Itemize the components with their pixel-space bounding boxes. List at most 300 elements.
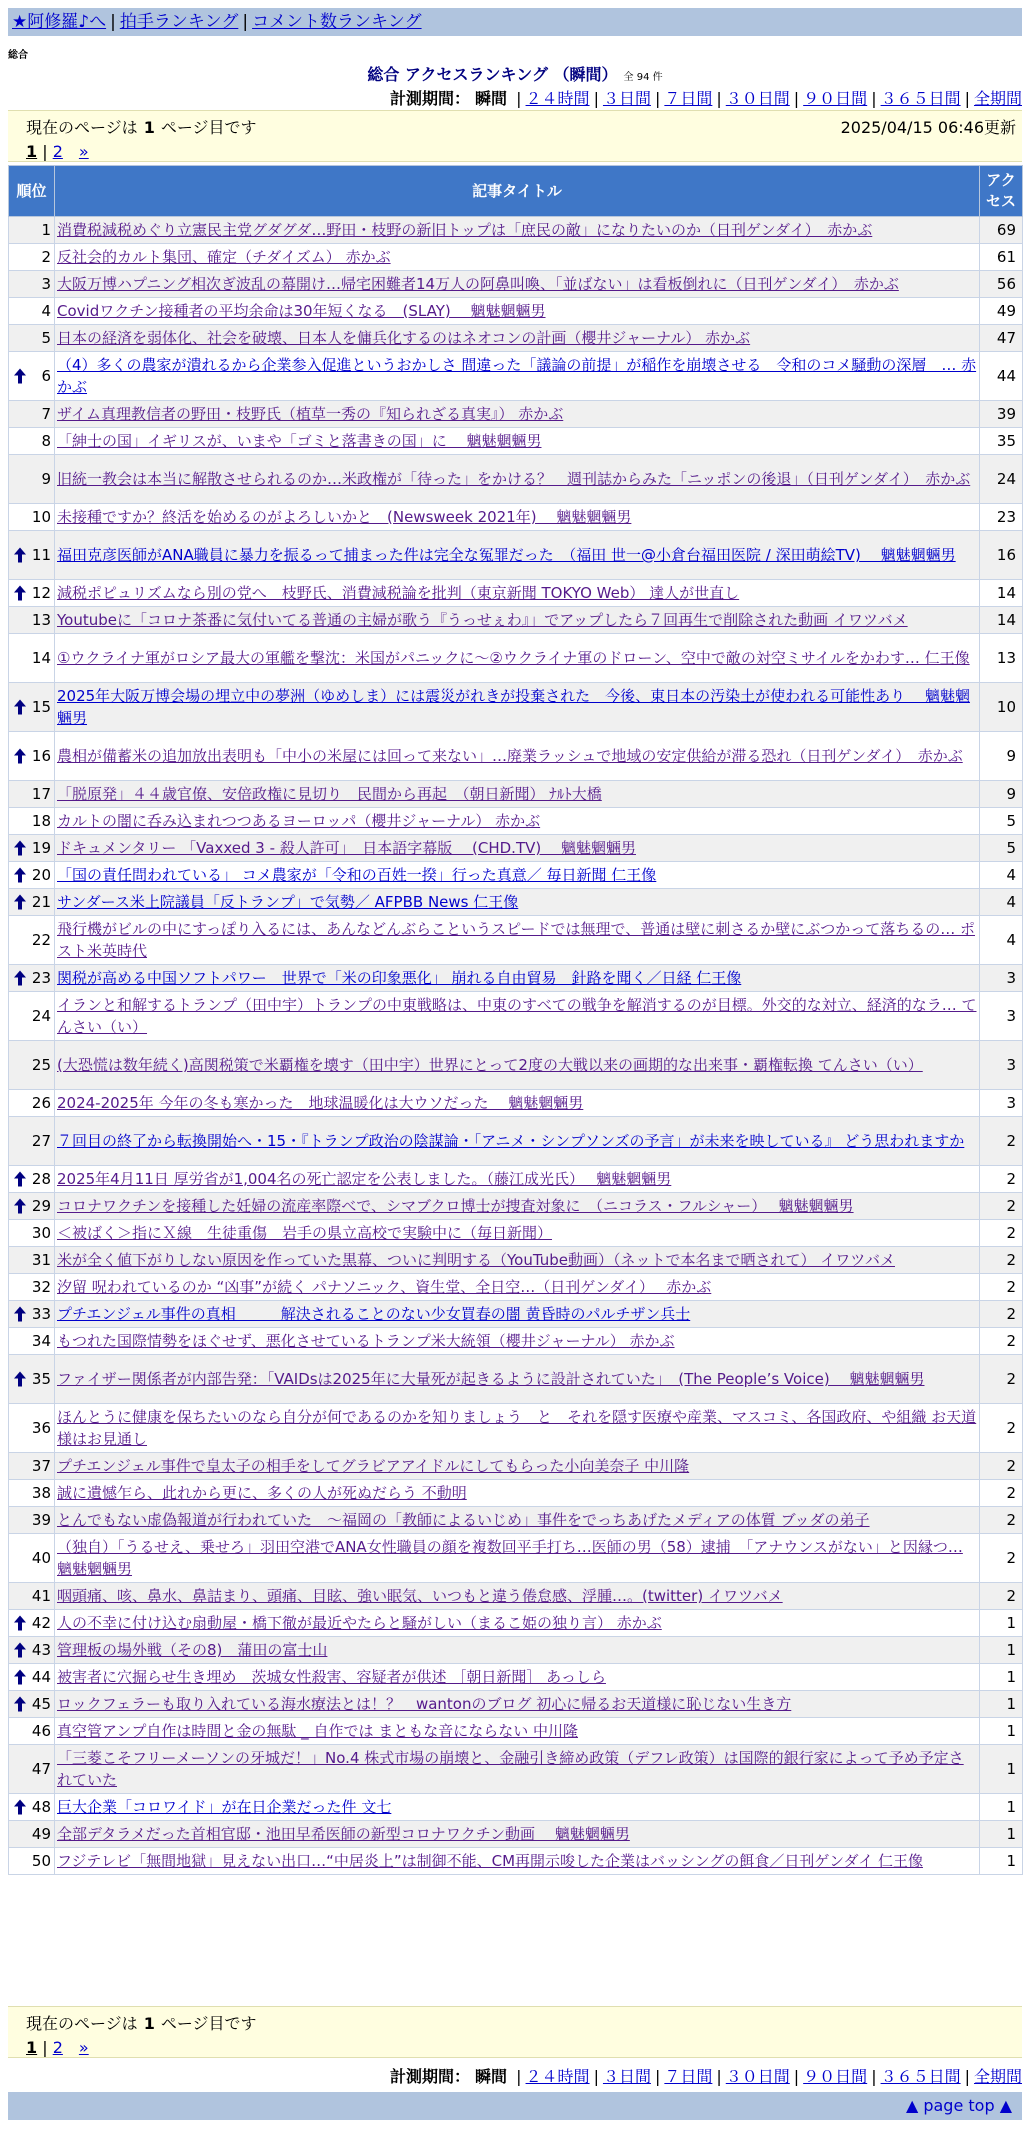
table-row [9,1328,1023,1355]
access-count: 2 [980,1247,1023,1274]
rank-number: 29 [31,1197,51,1215]
page-2-link[interactable]: 2 [52,142,63,161]
table-row [9,1274,1023,1301]
rank-cell [9,1745,55,1794]
article-title-link[interactable]: 大阪万博ハプニング相次ぎ波乱の幕開け…帰宅困難者14万人の阿鼻叫喚、「並ばない」は看板倒れに（日刊ゲンダイ） 赤かぶ [57,275,899,293]
period-option-link[interactable]: ９０日間 [803,2067,868,2086]
pager-links: 1 | 2 » [26,2038,89,2057]
rank-number: 20 [31,866,51,884]
rank-cell [9,325,55,352]
title-cell [55,1637,980,1664]
updated-timestamp: 2025/04/15 06:46更新 [840,118,1016,137]
access-count: 2 [980,1220,1023,1247]
access-count: 1 [980,1794,1023,1821]
rank-cell [9,580,55,607]
article-title-link[interactable]: 飛行機がビルの中にすっぽり入るには、あんなどんぶらこというスピードでは無理で、普通は壁に刺さるか壁にぶつかって落ちるの… ポスト米英時代 [57,920,975,960]
period-separator: | [654,89,661,108]
rank-up-arrow-icon [13,1799,27,1816]
rank-number: 35 [31,1370,51,1388]
table-row [9,1041,1023,1090]
access-count: 44 [980,352,1023,401]
access-count: 56 [980,271,1023,298]
rank-up-arrow-icon [13,699,27,716]
title-cell [55,1507,980,1534]
rank-number: 4 [41,302,51,320]
period-separator: | [871,2067,877,2086]
rank-cell [9,352,55,401]
nav-separator: | [110,12,116,32]
access-count: 2 [980,1404,1023,1453]
rank-cell [9,781,55,808]
pager-suffix: ページ目です [160,2014,257,2033]
access-count: 2 [980,1328,1023,1355]
rank-up-arrow-icon [13,368,27,385]
article-title-link[interactable]: Youtubeに「コロナ茶番に気付いてる普通の主婦が歌う『うっせぇわ』」でアップしたら７回再生で削除された動画 イワツバメ [57,611,908,629]
rank-number: 6 [41,367,51,385]
rank-number: 33 [31,1305,51,1323]
rank-number: 38 [31,1484,51,1502]
title-cell [55,428,980,455]
period-separator: | [516,89,522,108]
access-count: 2 [980,1355,1023,1404]
rank-cell [9,1193,55,1220]
rank-cell [9,1301,55,1328]
rank-cell [9,1507,55,1534]
period-label: 計測期間： [389,2067,470,2086]
access-count: 3 [980,1090,1023,1117]
rank-number: 11 [31,546,51,564]
period-label: 計測期間： [389,89,470,108]
period-option-link[interactable]: ３６５日間 [880,89,961,108]
rank-up-arrow-icon [13,970,27,987]
title-cell [55,781,980,808]
rank-cell [9,1247,55,1274]
access-count: 35 [980,428,1023,455]
table-row [9,1193,1023,1220]
title-cell [55,1404,980,1453]
table-row [9,1691,1023,1718]
article-title-link[interactable]: ザイム真理教信者の野田・枝野氏（植草一秀の『知られざる真実』） 赤かぶ [57,405,564,423]
footer-bar [8,2092,1022,2120]
title-cell [55,1193,980,1220]
rank-up-arrow-icon [13,748,27,765]
access-count: 2 [980,1301,1023,1328]
article-title-link[interactable]: ＜被ばく＞指にＸ線 生徒重傷 岩手の県立高校で実験中に（毎日新聞） [57,1224,553,1242]
title-cell [55,217,980,244]
article-title-link[interactable]: 真空管アンプ自作は時間と金の無駄 _ 自作では まともな音にならない 中川隆 [57,1722,578,1740]
access-count: 2 [980,1534,1023,1583]
title-cell [55,504,980,531]
rank-number: 50 [31,1852,51,1870]
access-count: 1 [980,1821,1023,1848]
table-row [9,1301,1023,1328]
access-count: 1 [980,1637,1023,1664]
article-title-link[interactable]: 米が全く値下がりしない原因を作っていた黒幕、ついに判明する（YouTube動画）（ネットで本名まで晒されて） イワツバメ [57,1251,895,1269]
article-title-link[interactable]: ロックフェラーも取り入れている海水療法とは！？ wantonのブログ 初心に帰るお天道様に恥じない生き方 [57,1695,792,1713]
title-cell [55,1274,980,1301]
article-title-link[interactable]: サンダース米上院議員「反トランプ」で気勢／ AFPBB News 仁王像 [57,893,519,911]
period-current: 瞬間 [475,2067,508,2086]
access-count: 4 [980,862,1023,889]
rank-up-arrow-icon [13,1306,27,1323]
total-count: 全 94 件 [623,72,663,83]
article-title-link[interactable]: もつれた国際情勢をほぐせず、悪化させているトランプ米大統領（櫻井ジャーナル） 赤かぶ [57,1332,675,1350]
article-title-link[interactable]: カルトの闇に呑み込まれつつあるヨーロッパ（櫻井ジャーナル） 赤かぶ [57,812,541,830]
period-option-link[interactable]: ３０日間 [725,2067,790,2086]
article-title-link[interactable]: 管理板の場外戦（その8) 蒲田の富士山 [57,1641,328,1659]
rank-cell [9,1664,55,1691]
table-row [9,992,1023,1041]
article-title-link[interactable]: 2025年大阪万博会場の埋立中の夢洲（ゆめしま）には震災がれきが投棄された 今後、東日本の汚染土が使われる可能性あり 魑魅魍魎男 [57,687,970,727]
rank-cell [9,1610,55,1637]
table-row [9,1821,1023,1848]
pager-top [8,110,1022,162]
access-count: 9 [980,732,1023,781]
table-row [9,808,1023,835]
rank-number: 7 [41,405,51,423]
rank-cell [9,1453,55,1480]
period-option-link[interactable]: 全期間 [973,2067,1022,2086]
rank-cell [9,1637,55,1664]
rank-cell [9,1718,55,1745]
rank-cell [9,1220,55,1247]
title-cell [55,1453,980,1480]
period-separator: | [964,2067,970,2086]
rank-cell [9,1691,55,1718]
rank-up-arrow-icon [13,1669,27,1686]
rank-number: 37 [31,1457,51,1475]
title-cell [55,1691,980,1718]
period-option-link[interactable]: ７日間 [664,89,713,108]
title-cell [55,1328,980,1355]
title-cell [55,1794,980,1821]
clap-ranking-link[interactable]: 拍手ランキング [119,12,239,32]
article-title-link[interactable]: 未接種ですか？終活を始めるのがよろしいかと (Newsweek 2021年) 魑魅魍魎男 [57,508,632,526]
header-title: 記事タイトル [55,166,980,217]
access-count: 1 [980,1610,1023,1637]
rank-cell [9,428,55,455]
access-count: 23 [980,504,1023,531]
title-cell [55,1534,980,1583]
rank-cell [9,217,55,244]
article-title-link[interactable]: 被害者に穴掘らせ生き埋め 茨城女性殺害、容疑者が供述 ［朝日新聞］ あっしら [57,1668,606,1686]
period-separator: | [516,2067,522,2086]
page-top-link[interactable]: ▲ page top ▲ [905,2096,1012,2115]
rank-cell [9,1534,55,1583]
table-row [9,1583,1023,1610]
article-title-link[interactable]: ドキュメンタリー 「Vaxxed 3 - 殺人許可」 日本語字幕版 (CHD.TV) 魑魅魍魎男 [57,839,636,857]
rank-number: 34 [31,1332,51,1350]
article-title-link[interactable]: 「紳士の国」イギリスが、いまや「ゴミと落書きの国」に 魑魅魍魎男 [57,432,542,450]
rank-number: 32 [31,1278,51,1296]
table-row [9,504,1023,531]
table-row [9,271,1023,298]
period-option-link[interactable]: 全期間 [973,89,1022,108]
rank-number: 30 [31,1224,51,1242]
pager-links: 1 | 2 » [26,142,89,161]
home-link[interactable]: ★阿修羅♪へ [12,12,107,32]
rank-cell [9,271,55,298]
rank-cell [9,1328,55,1355]
article-title-link[interactable]: 巨大企業「コロワイド」が在日企業だった件 文七 [57,1798,392,1816]
table-row [9,1745,1023,1794]
rank-cell [9,992,55,1041]
article-title-link[interactable]: 日本の経済を弱体化、社会を破壊、日本人を傭兵化するのはネオコンの計画（櫻井ジャーナル） 赤かぶ [57,329,751,347]
article-title-link[interactable]: プチエンジェル事件で皇太子の相手をしてグラビアアイドルにしてもらった小向美奈子 中川隆 [57,1457,690,1475]
table-row [9,607,1023,634]
rank-number: 2 [41,248,51,266]
access-count: 2 [980,1274,1023,1301]
table-row [9,781,1023,808]
rank-number: 47 [31,1760,51,1778]
article-title-link[interactable]: 「脱原発」４４歳官僚、安倍政権に見切り 民間から再起 （朝日新聞） ﾅﾙﾄ大橋 [57,785,602,803]
article-title-link[interactable]: 人の不幸に付け込む扇動屋・橋下徹が最近やたらと騒がしい（まるこ姫の独り言） 赤かぶ [57,1614,662,1632]
access-count: 39 [980,401,1023,428]
article-title-link[interactable]: 全部デタラメだった首相官邸・池田早希医師の新型コロナワクチン動画 魑魅魍魎男 [57,1825,630,1843]
period-option-link[interactable]: ３日間 [602,89,651,108]
rank-cell [9,1848,55,1875]
top-nav [8,8,1022,36]
rank-cell [9,683,55,732]
access-count: 69 [980,217,1023,244]
period-option-link[interactable]: ２４時間 [525,89,590,108]
article-title-link[interactable]: 関税が高める中国ソフトパワー 世界で「米の印象悪化」 崩れる自由貿易 針路を聞く／日経 仁王像 [57,969,742,987]
article-title-link[interactable]: ファイザー関係者が内部告発：「VAIDsは2025年に大量死が起きるように設計されていた」 (The People’s Voice) 魑魅魍魎男 [57,1370,925,1388]
page-title [0,62,1030,85]
rank-cell [9,1404,55,1453]
next-page-link[interactable]: » [78,2038,89,2057]
title-cell [55,352,980,401]
access-count: 3 [980,965,1023,992]
article-title-link[interactable]: Covidワクチン接種者の平均余命は30年短くなる (SLAY) 魑魅魍魎男 [57,302,546,320]
rank-number: 5 [41,329,51,347]
title-cell [55,916,980,965]
access-count: 3 [980,1041,1023,1090]
article-title-link[interactable]: 福田克彦医師がANA職員に暴力を振るって捕まった件は完全な冤罪だった （福田 世一@小倉台福田医院 / 深田萌絵TV) 魑魅魍魎男 [57,546,956,564]
period-option-link[interactable]: ３０日間 [725,89,790,108]
rank-number: 26 [31,1094,51,1112]
rank-up-arrow-icon [13,1615,27,1632]
comment-ranking-link[interactable]: コメント数ランキング [252,12,422,32]
article-title-link[interactable]: 2024-2025年 今年の冬も寒かった 地球温暖化は大ウソだった 魑魅魍魎男 [57,1094,584,1112]
title-cell [55,1480,980,1507]
period-separator: | [964,89,970,108]
table-row [9,531,1023,580]
title-cell [55,1610,980,1637]
table-row [9,352,1023,401]
table-row [9,1507,1023,1534]
table-row [9,1166,1023,1193]
rank-up-arrow-icon [13,1642,27,1659]
period-separator: | [593,89,599,108]
pager-current-page: 1 [143,2014,155,2033]
title-cell [55,1090,980,1117]
title-cell [55,271,980,298]
period-option-link[interactable]: ７日間 [664,2067,713,2086]
title-cell [55,1718,980,1745]
article-title-link[interactable]: 「国の責任問われている」 コメ農家が「令和の百姓一揆」行った真意／ 毎日新聞 仁王像 [57,866,657,884]
period-option-link[interactable]: ９０日間 [803,89,868,108]
title-cell [55,1583,980,1610]
rank-up-arrow-icon [13,840,27,857]
access-count: 3 [980,992,1023,1041]
access-count: 2 [980,1583,1023,1610]
rank-cell [9,531,55,580]
title-cell [55,455,980,504]
rank-number: 10 [31,508,51,526]
rank-cell [9,1794,55,1821]
article-title-link[interactable]: 誠に遺憾乍ら、此れから更に、多くの人が死ぬだらう 不動明 [57,1484,467,1502]
article-title-link[interactable]: コロナワクチンを接種した妊婦の流産率際べで、シマブクロ博士が捜査対象に （ニコラス・フルシャー） 魑魅魍魎男 [57,1197,854,1215]
article-title-link[interactable]: 減税ポピュリズムなら別の党へ 枝野氏、消費減税論を批判（東京新聞 TOKYO Web） 達人が世直し [57,584,740,602]
access-count: 4 [980,916,1023,965]
access-count: 2 [980,1480,1023,1507]
access-count: 1 [980,1664,1023,1691]
table-row [9,244,1023,271]
rank-number: 36 [31,1419,51,1437]
table-row [9,1794,1023,1821]
page-2-link[interactable]: 2 [52,2038,63,2057]
rank-cell [9,1117,55,1166]
article-title-link[interactable]: （独自）「うるせえ、乗せろ」羽田空港でANA女性職員の顔を複数回平手打ち…医師の男（58）逮捕 「アナウンスがない」と因縁つ… 魑魅魍魎男 [57,1538,963,1578]
access-count: 2 [980,1507,1023,1534]
access-count: 14 [980,580,1023,607]
period-option-link[interactable]: ２４時間 [525,2067,590,2086]
article-title-link[interactable]: フジテレビ「無間地獄」見えない出口…“中居炎上”は制御不能、CM再開示唆した企業はバッシングの餌食／日刊ゲンダイ 仁王像 [57,1852,923,1870]
pager-suffix: ページ目です [160,118,257,137]
access-count: 1 [980,1745,1023,1794]
rank-number: 23 [31,969,51,987]
table-row [9,1664,1023,1691]
period-separator: | [793,89,800,108]
article-title-link[interactable]: ほんとうに健康を保ちたいのなら自分が何であるのかを知りましょう と それを隠す医療や産業、マスコミ、各国政府、や組織 お天道様はお見通し [57,1408,977,1448]
rank-number: 13 [31,611,51,629]
rank-up-arrow-icon [13,1696,27,1713]
rank-number: 39 [31,1511,51,1529]
rank-up-arrow-icon [13,547,27,564]
nav-separator: | [242,12,249,32]
article-title-link[interactable]: プチエンジェル事件の真相 解決されることのない少女買春の闇 黄昏時のパルチザン兵士 [57,1305,691,1323]
access-count: 1 [980,1718,1023,1745]
period-option-link[interactable]: ３日間 [602,2067,651,2086]
rank-cell [9,1821,55,1848]
title-cell [55,1301,980,1328]
rank-number: 48 [31,1798,51,1816]
rank-number: 17 [31,785,51,803]
article-title-link[interactable]: 反社会的カルト集団、確定（チダイズム） 赤かぶ [57,248,391,266]
rank-cell [9,1090,55,1117]
article-title-link[interactable]: 2025年4月11日 厚労省が1,004名の死亡認定を公表しました。（藤江成光氏） 魑魅魍魎男 [57,1170,672,1188]
pager-prefix: 現在のページは [26,118,138,137]
rank-cell [9,965,55,992]
article-title-link[interactable]: 汐留 呪われているのか “凶事”が続く パナソニック、資生堂、全日空…（日刊ゲンダイ） 赤かぶ [57,1278,712,1296]
rank-cell [9,732,55,781]
table-row [9,889,1023,916]
rank-number: 41 [31,1587,51,1605]
access-count: 1 [980,1691,1023,1718]
page-1-current: 1 [26,2038,38,2057]
access-count: 2 [980,1453,1023,1480]
table-row [9,835,1023,862]
rank-cell [9,889,55,916]
rank-number: 40 [31,1549,51,1567]
access-count: 2 [980,1166,1023,1193]
table-row [9,1848,1023,1875]
rank-number: 18 [31,812,51,830]
access-count: 10 [980,683,1023,732]
period-separator: | [793,2067,800,2086]
article-title-link[interactable]: ７回目の終了から転換開始へ・15・『トランプ政治の陰謀論・「アニメ・シンプソンズの予言」が未来を映している』 どう思われますか [57,1132,965,1150]
rank-up-arrow-icon [13,1198,27,1215]
table-row [9,862,1023,889]
rank-cell [9,298,55,325]
table-row [9,1718,1023,1745]
article-title-link[interactable]: （4）多くの農家が潰れるから企業参入促進というおかしさ 間違った「議論の前提」が稲作を崩壊させる 令和のコメ騒動の深層 … 赤かぶ [57,356,977,396]
title-cell [55,965,980,992]
table-row [9,580,1023,607]
title-cell [55,1247,980,1274]
article-title-link[interactable]: 農相が備蓄米の追加放出表明も「中小の米屋には回って来ない」…廃業ラッシュで地域の安定供給が滞る恐れ（日刊ゲンダイ） 赤かぶ [57,747,963,765]
access-count: 4 [980,889,1023,916]
title-cell [55,683,980,732]
pager-status [26,115,257,138]
header-access: アクセス [980,166,1023,217]
table-row [9,298,1023,325]
rank-cell [9,1355,55,1404]
article-title-link[interactable]: とんでもない虚偽報道が行われていた ～福岡の「教師によるいじめ」事件をでっちあげたメディアの体質 ブッダの弟子 [57,1511,870,1529]
pager-bottom [8,2006,1022,2058]
table-row [9,1453,1023,1480]
period-option-link[interactable]: ３６５日間 [880,2067,961,2086]
category-label: 総合 [8,50,28,61]
table-row [9,401,1023,428]
table-row [9,1610,1023,1637]
rank-up-arrow-icon [13,585,27,602]
rank-number: 16 [31,747,51,765]
ranking-table [8,165,1023,1875]
rank-up-arrow-icon [13,894,27,911]
rank-cell [9,504,55,531]
article-title-link[interactable]: 消費税減税めぐり立憲民主党グダグダ…野田・枝野の新旧トップは「庶民の敵」になりたいのか（日刊ゲンダイ） 赤かぶ [57,221,873,239]
article-title-link[interactable]: ①ウクライナ軍がロシア最大の軍艦を撃沈：米国がパニックに～②ウクライナ軍のドローン、空中で敵の対空ミサイルをかわす… 仁王像 [57,649,970,667]
title-cell [55,992,980,1041]
period-selector [390,86,1022,109]
rank-number: 19 [31,839,51,857]
access-count: 14 [980,607,1023,634]
rank-number: 1 [41,221,51,239]
period-separator: | [716,2067,722,2086]
title-cell [55,244,980,271]
rank-cell [9,1274,55,1301]
article-title-link[interactable]: 「三菱こそフリーメーソンの牙城だ！」No.4 株式市場の崩壊と、金融引き締め政策（デフレ政策）は国際的銀行家によって予め予定されていた [57,1749,964,1789]
period-separator: | [871,89,877,108]
article-title-link[interactable]: 旧統一教会は本当に解散させられるのか…米政権が「待った」をかける？ 週刊誌からみた「ニッポンの後退」（日刊ゲンダイ） 赤かぶ [57,470,971,488]
article-title-link[interactable]: イランと和解するトランプ（田中宇）トランプの中東戦略は、中東のすべての戦争を解消するのが目標。外交的な対立、経済的なラ… てんさい（い） [57,996,977,1036]
next-page-link[interactable]: » [78,142,89,161]
pager-status [26,2011,257,2034]
article-title-link[interactable]: 咽頭痛、咳、鼻水、鼻詰まり、頭痛、目眩、強い眠気、いつもと違う倦怠感、浮腫…。(twitter) イワツバメ [57,1587,783,1605]
rank-number: 14 [31,649,51,667]
access-count: 5 [980,835,1023,862]
rank-number: 46 [31,1722,51,1740]
period-selector-bottom [390,2064,1022,2087]
rank-number: 22 [31,931,51,949]
table-row [9,1247,1023,1274]
rank-number: 43 [31,1641,51,1659]
article-title-link[interactable]: (大恐慌は数年続く)高関税策で米覇権を壊す（田中宇）世界にとって2度の大戦以来の画期的な出来事・覇権転換 てんさい（い） [57,1056,923,1074]
title-cell [55,1355,980,1404]
title-cell [55,1821,980,1848]
